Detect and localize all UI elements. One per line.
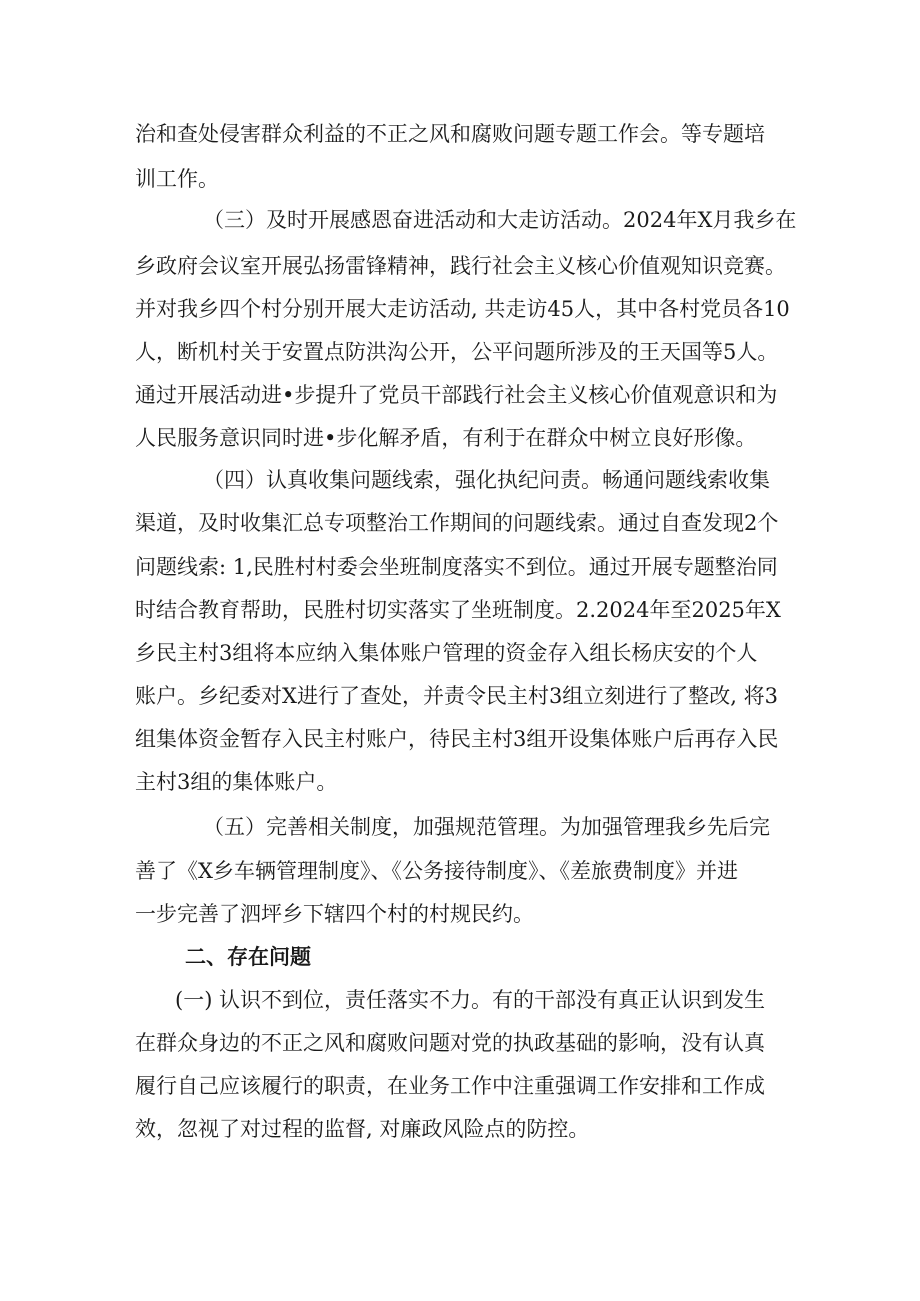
text-line: （四）认真收集问题线索，强化执纪问责。畅通问题线索收集 <box>203 468 770 492</box>
text-line: 人民服务意识同时进•步化解矛盾，有利于在群众中树立良好形像。 <box>135 426 757 450</box>
text-line: 履行自己应该履行的职责，在业务工作中注重强调工作安排和工作成 <box>135 1074 765 1098</box>
text-line: 通过开展活动进•步提升了党员干部践行社会主义核心价值观意识和为 <box>135 383 778 407</box>
text-line: 问题线索: 1,民胜村村委会坐班制度落实不到位。通过开展专题整治同 <box>135 555 778 579</box>
text-line: 账户。乡纪委对X进行了查处，并责令民主村3组立刻进行了整改, 将3 <box>135 684 779 708</box>
text-line: 在群众身边的不正之风和腐败问题对党的执政基础的影响，没有认真 <box>135 1031 765 1055</box>
text-line: （三）及时开展感恩奋进活动和大走访活动。2024年X月我乡在 <box>203 208 797 232</box>
text-line: 效，忽视了对过程的监督, 对廉政风险点的防控。 <box>135 1117 590 1141</box>
text-line: 治和查处侵害群众利益的不正之风和腐败问题专题工作会。等专题培 <box>135 122 765 146</box>
text-line: 善了《X乡车辆管理制度》、《公务接待制度》、《差旅费制度》并进 <box>135 859 738 883</box>
text-line: 并对我乡四个村分别开展大走访活动, 共走访45人，其中各村党员各10 <box>135 297 790 321</box>
text-line: (一) 认识不到位，责任落实不力。有的干部没有真正认识到发生 <box>175 988 766 1012</box>
text-line: 时结合教育帮助，民胜村切实落实了坐班制度。2.2024年至2025年X <box>135 598 781 622</box>
text-line: 渠道，及时收集汇总专项整治工作期间的问题线索。通过自查发现2个 <box>135 511 779 535</box>
text-line: 一步完善了泗坪乡下辖四个村的村规民约。 <box>135 902 534 926</box>
text-line: 组集体资金暂存入民主村账户，待民主村3组开设集体账户后再存入民 <box>135 727 779 751</box>
text-line: 训工作。 <box>135 167 219 191</box>
text-line: 主村3组的集体账户。 <box>135 770 338 794</box>
text-line: 乡政府会议室开展弘扬雷锋精神，践行社会主义核心价值观知识竞赛。 <box>135 254 786 278</box>
text-line: （五）完善相关制度，加强规范管理。为加强管理我乡先后完 <box>203 815 770 839</box>
section-heading: 二、存在问题 <box>185 945 311 969</box>
text-line: 人，断机村关于安置点防洪沟公开，公平问题所涉及的王天国等5人。 <box>135 340 779 364</box>
text-line: 乡民主村3组将本应纳入集体账户管理的资金存入组长杨庆安的个人 <box>135 641 758 665</box>
